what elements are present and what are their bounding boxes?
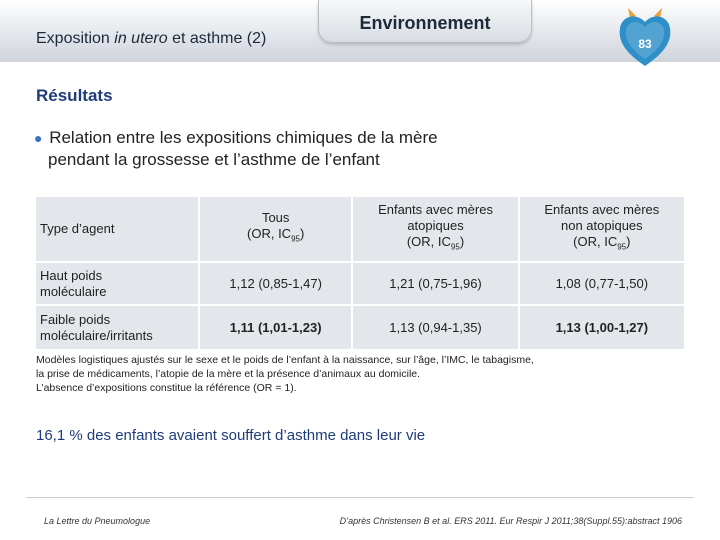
conclusion-text: 16,1 % des enfants avaient souffert d’asthme dans leur vie — [36, 427, 426, 444]
value-cell-all: 1,11 (1,01-1,23) — [199, 305, 352, 349]
header-cell-non-atopic: Enfants avec mères non atopiques (OR, $IC_{95}$) — [519, 196, 684, 262]
bullet-point — [34, 127, 534, 171]
header-cell-agent: Type d’agent — [36, 196, 199, 262]
note-line: la prise de médicaments, l’atopie de la mère et la présence d’animaux au domicile. — [36, 368, 421, 380]
bullet-line-1: Relation entre les expositions chimiques de la mère — [49, 128, 438, 147]
agent-cell: Haut poids moléculaire — [36, 262, 199, 305]
results-table — [36, 195, 684, 349]
section-tab-label: Environnement — [359, 13, 491, 33]
section-tab — [318, 0, 532, 43]
slide-title-italic: in utero — [114, 30, 168, 47]
header-cell-atopic: Enfants avec mères atopiques (OR, $IC_{95}$) — [352, 196, 518, 262]
value-cell-all: 1,12 (0,85-1,47) — [199, 262, 352, 305]
logo-number: 83 — [638, 37, 652, 51]
table-header-row — [36, 196, 684, 262]
table-row — [36, 262, 684, 305]
bullet-line-2: pendant la grossesse et l’asthme de l’enfant — [48, 150, 380, 169]
footer-reference: D’après Christensen B et al. ERS 2011. Eur Respir J 2011;38(Suppl.55):abstract 1906 — [339, 516, 682, 526]
value-cell-non-atopic: 1,13 (1,00-1,27) — [519, 305, 684, 349]
slide-title: Exposition in utero et asthme (2) — [36, 30, 267, 47]
heart-logo-icon — [614, 4, 676, 70]
footer-journal: La Lettre du Pneumologue — [44, 516, 151, 526]
section-heading: Résultats — [36, 86, 113, 105]
table-row — [36, 305, 684, 349]
note-line: Modèles logistiques ajustés sur le sexe et le poids de l’enfant à la naissance, sur l’âge, l’IMC, le tabagisme, — [36, 354, 534, 366]
table-notes — [36, 353, 676, 395]
value-cell-non-atopic: 1,08 (0,77-1,50) — [519, 262, 684, 305]
value-cell-atopic: 1,21 (0,75-1,96) — [352, 262, 518, 305]
value-cell-atopic: 1,13 (0,94-1,35) — [352, 305, 518, 349]
footer-divider — [26, 497, 694, 498]
note-line: L’absence d’expositions constitue la référence (OR = 1). — [36, 382, 297, 394]
header-cell-all: Tous (OR, $IC_{95}$) — [199, 196, 352, 262]
agent-cell: Faible poids moléculaire/irritants — [36, 305, 199, 349]
bullet-dot-icon: ● — [34, 130, 43, 146]
